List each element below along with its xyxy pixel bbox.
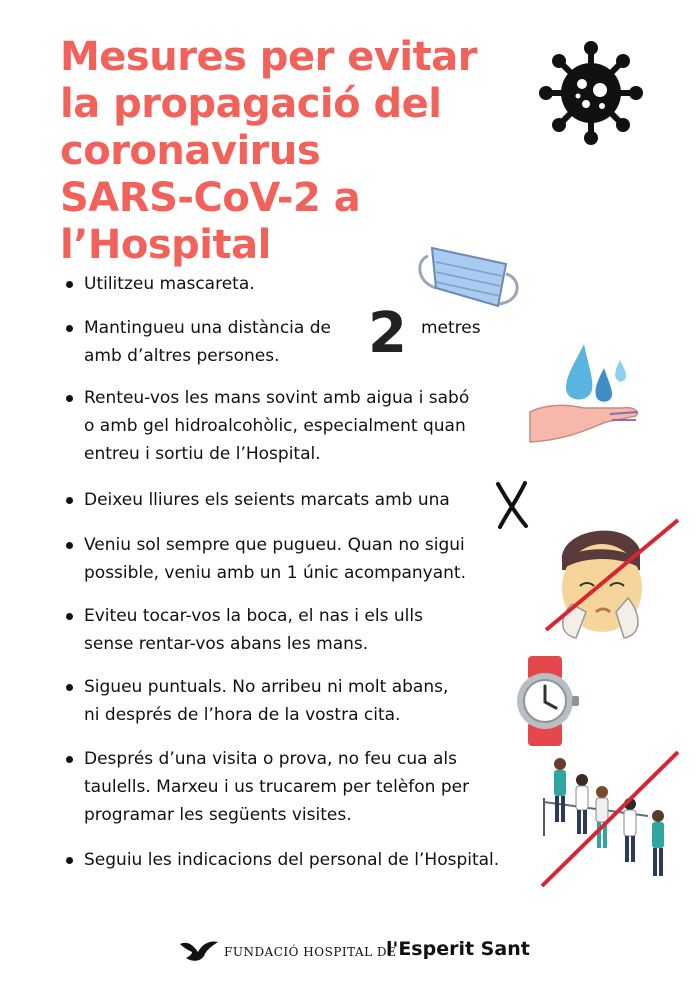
measure-text: metres	[421, 318, 481, 338]
face-mask-icon	[414, 240, 524, 312]
bullet	[66, 756, 73, 763]
hand-washing-icon	[526, 342, 648, 448]
measure-text: Després d’una visita o prova, no feu cua als taulells. Marxeu i us trucarem per telèfon per programar les següents visites.	[84, 749, 470, 825]
bullet	[66, 395, 73, 402]
x-mark-icon	[492, 480, 532, 530]
footer-org-name: l'Esperit Sant	[386, 938, 530, 960]
bullet	[66, 325, 73, 332]
virus-icon	[538, 40, 644, 146]
measure-text: Utilitzeu mascareta.	[84, 274, 255, 294]
bullet	[66, 281, 73, 288]
measure-text: Eviteu tocar-vos la boca, el nas i els ulls sense rentar-vos abans les mans.	[84, 606, 423, 654]
footer	[178, 934, 538, 974]
bullet	[66, 497, 73, 504]
bullet	[66, 857, 73, 864]
measure-text: Veniu sol sempre que pugueu. Quan no sigui possible, veniu amb un 1 únic acompanyant.	[84, 535, 467, 583]
measure-text: Seguiu les indicacions del personal de l’Hospital.	[84, 850, 500, 870]
bullet	[66, 613, 73, 620]
footer-org-prefix: FUNDACIÓ HOSPITAL DE	[224, 945, 397, 959]
measure-text: Renteu-vos les mans sovint amb aigua i sabó o amb gel hidroalcohòlic, especialment quan entreu i sortiu de l’Hospital.	[84, 388, 470, 464]
no-touch-face-icon	[542, 516, 682, 642]
measure-text: Deixeu lliures els seients marcats amb una	[84, 490, 450, 510]
measure-text: Mantingueu una distància de	[84, 318, 331, 338]
wristwatch-icon	[512, 656, 580, 746]
distance-number: 2	[368, 301, 407, 366]
measure-text: amb d’altres persones.	[84, 346, 280, 366]
bullet	[66, 542, 73, 549]
dove-logo-icon	[178, 938, 220, 964]
bullet	[66, 684, 73, 691]
page-title: Mesures per evitar la propagació del coronavirus SARS-CoV-2 a l’Hospital	[60, 34, 477, 268]
measure-text: Sigueu puntuals. No arribeu ni molt abans, ni després de l’hora de la vostra cita.	[84, 677, 449, 725]
no-queue-icon	[538, 746, 682, 890]
